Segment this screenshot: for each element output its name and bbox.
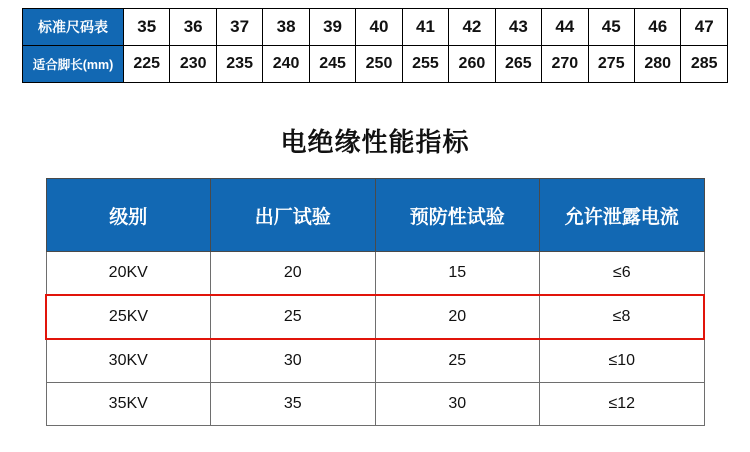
cell-leakage-current: ≤12 bbox=[540, 383, 705, 426]
table-row bbox=[23, 9, 728, 46]
cell-preventive-test: 15 bbox=[375, 252, 540, 296]
table-row bbox=[23, 46, 728, 83]
table-row bbox=[46, 252, 704, 296]
size-cell: 44 bbox=[542, 9, 588, 46]
footlength-cell: 225 bbox=[124, 46, 170, 83]
table-row-highlighted bbox=[46, 295, 704, 339]
table-header-row bbox=[46, 179, 704, 252]
cell-factory-test: 30 bbox=[211, 339, 376, 383]
column-header-preventive-test: 预防性试验 bbox=[375, 179, 540, 252]
footlength-cell: 230 bbox=[170, 46, 216, 83]
footlength-cell: 275 bbox=[588, 46, 634, 83]
size-cell: 38 bbox=[263, 9, 309, 46]
cell-leakage-current: ≤6 bbox=[540, 252, 705, 296]
size-cell: 43 bbox=[495, 9, 541, 46]
cell-factory-test: 25 bbox=[211, 295, 376, 339]
cell-factory-test: 35 bbox=[211, 383, 376, 426]
column-header-grade: 级别 bbox=[46, 179, 211, 252]
size-cell: 46 bbox=[634, 9, 680, 46]
cell-leakage-current: ≤10 bbox=[540, 339, 705, 383]
size-table bbox=[22, 8, 728, 83]
footlength-cell: 280 bbox=[634, 46, 680, 83]
footlength-cell: 235 bbox=[216, 46, 262, 83]
size-table-row-header: 适合脚长(mm) bbox=[23, 46, 124, 83]
size-table-body bbox=[23, 9, 728, 83]
cell-grade: 25KV bbox=[46, 295, 211, 339]
insulation-table bbox=[45, 178, 705, 426]
size-cell: 37 bbox=[216, 9, 262, 46]
footlength-cell: 260 bbox=[449, 46, 495, 83]
footlength-cell: 285 bbox=[681, 46, 728, 83]
size-cell: 39 bbox=[309, 9, 355, 46]
size-cell: 40 bbox=[356, 9, 402, 46]
page-title: 电绝缘性能指标 bbox=[280, 127, 470, 157]
cell-preventive-test: 25 bbox=[375, 339, 540, 383]
insulation-table-container bbox=[45, 178, 705, 426]
footlength-cell: 240 bbox=[263, 46, 309, 83]
size-table-row-header: 标准尺码表 bbox=[23, 9, 124, 46]
column-header-leakage-current: 允许泄露电流 bbox=[540, 179, 705, 252]
footlength-cell: 265 bbox=[495, 46, 541, 83]
table-row bbox=[46, 339, 704, 383]
column-header-factory-test: 出厂试验 bbox=[211, 179, 376, 252]
footlength-cell: 250 bbox=[356, 46, 402, 83]
size-cell: 42 bbox=[449, 9, 495, 46]
size-cell: 35 bbox=[124, 9, 170, 46]
cell-factory-test: 20 bbox=[211, 252, 376, 296]
cell-grade: 20KV bbox=[46, 252, 211, 296]
size-cell: 45 bbox=[588, 9, 634, 46]
table-row bbox=[46, 383, 704, 426]
size-cell: 36 bbox=[170, 9, 216, 46]
cell-grade: 30KV bbox=[46, 339, 211, 383]
size-cell: 41 bbox=[402, 9, 448, 46]
cell-grade: 35KV bbox=[46, 383, 211, 426]
insulation-table-body bbox=[46, 252, 704, 426]
insulation-table-head bbox=[46, 179, 704, 252]
cell-preventive-test: 20 bbox=[375, 295, 540, 339]
footlength-cell: 270 bbox=[542, 46, 588, 83]
size-table-container bbox=[22, 8, 728, 83]
cell-leakage-current: ≤8 bbox=[540, 295, 705, 339]
size-cell: 47 bbox=[681, 9, 728, 46]
footlength-cell: 255 bbox=[402, 46, 448, 83]
footlength-cell: 245 bbox=[309, 46, 355, 83]
cell-preventive-test: 30 bbox=[375, 383, 540, 426]
